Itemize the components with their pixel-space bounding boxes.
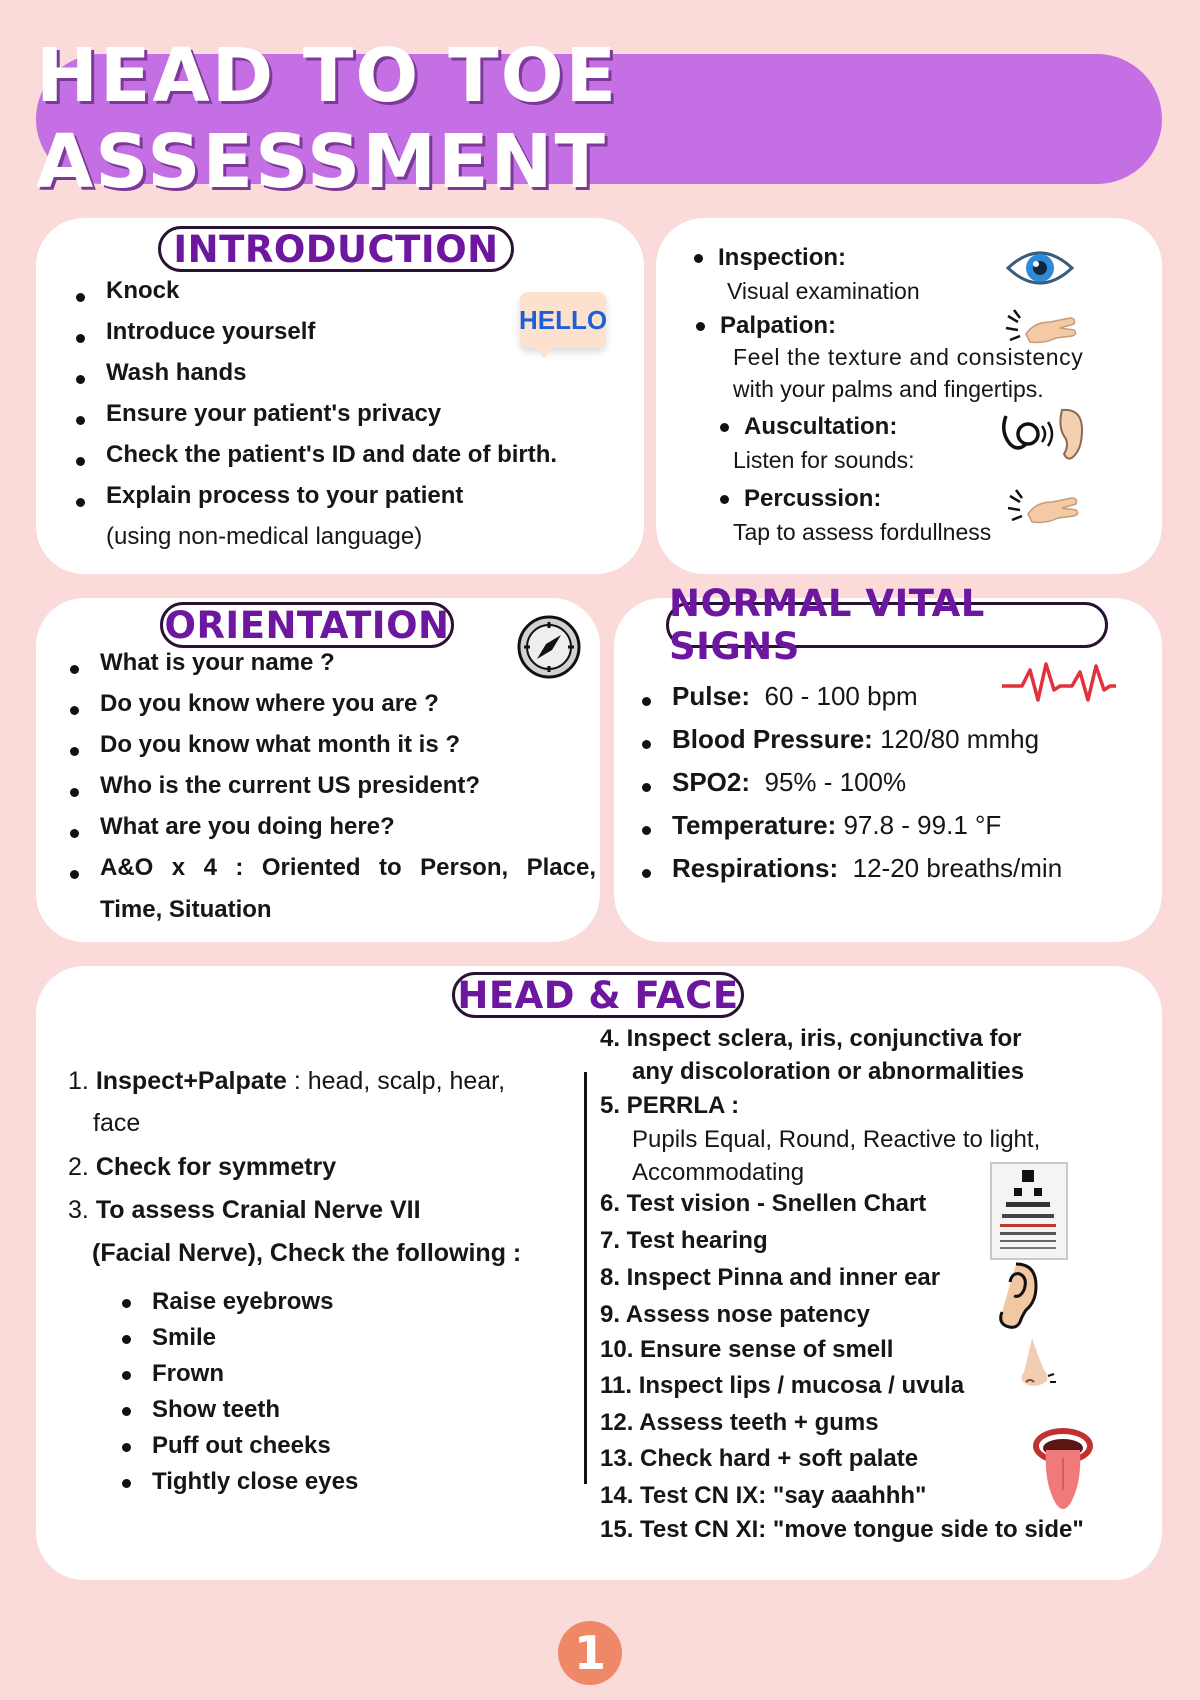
hf-item-2	[68, 1153, 336, 1182]
hf-item-14: 14. Test CN IX: "say aaahhh"	[600, 1482, 927, 1509]
palpation-label	[720, 312, 836, 340]
list-item: Ensure your patient's privacy	[72, 399, 632, 440]
nose-icon	[1014, 1336, 1056, 1392]
vital-value: 60 - 100 bpm	[764, 681, 918, 711]
vital-value: 12-20 breaths/min	[852, 853, 1063, 883]
hf-item-15: 15. Test CN XI: "move tongue side to side"	[600, 1516, 1084, 1543]
vital-value: 97.8 - 99.1 °F	[843, 810, 1002, 840]
hf-item-8: 8. Inspect Pinna and inner ear	[600, 1264, 941, 1291]
ao-line-2: Time, Situation	[100, 896, 272, 923]
hf-item-4b: any discoloration or abnormalities	[632, 1058, 1025, 1085]
item-bold: Inspect+Palpate	[95, 1067, 287, 1095]
hf-item-11: 11. Inspect lips / mucosa / uvula	[600, 1372, 965, 1399]
percussion-text: Percussion:	[744, 485, 882, 512]
inspection-desc: Visual examination	[727, 278, 920, 304]
ao-line-1: A&O x 4 : Oriented to Person, Place,	[100, 854, 596, 881]
inspection-label	[718, 244, 846, 272]
list-item: Do you know what month it is ?	[66, 730, 596, 771]
vitals-list	[638, 679, 1158, 894]
eye-icon	[1004, 244, 1076, 292]
list-item: Raise eyebrows	[118, 1285, 518, 1321]
hf-item-5a: Pupils Equal, Round, Reactive to light,	[632, 1126, 1041, 1153]
list-item	[638, 679, 1158, 722]
list-item: Puff out cheeks	[118, 1429, 518, 1465]
orientation-heading: ORIENTATION	[160, 602, 454, 648]
ear-icon	[994, 1262, 1038, 1330]
vital-label: Blood Pressure:	[672, 724, 873, 754]
orientation-list	[66, 648, 596, 894]
hf-item-3-cont: (Facial Nerve), Check the following :	[92, 1239, 522, 1267]
introduction-note: (using non-medical language)	[106, 523, 423, 550]
hf-item-9: 9. Assess nose patency	[600, 1301, 870, 1328]
list-item: Check the patient's ID and date of birth.	[72, 440, 632, 481]
bullet	[694, 254, 703, 263]
list-item: Wash hands	[72, 358, 632, 399]
item-rest: : head, scalp, hear,	[286, 1067, 506, 1095]
list-item: Frown	[118, 1357, 518, 1393]
list-item	[638, 851, 1158, 894]
item-text: Check for symmetry	[95, 1153, 337, 1181]
hf-item-1-cont: face	[93, 1109, 141, 1137]
hf-item-4a: 4. Inspect sclera, iris, conjunctiva for	[600, 1025, 1022, 1052]
palpation-text: Palpation:	[720, 312, 837, 339]
vitals-heading: NORMAL VITAL SIGNS	[666, 602, 1108, 648]
palpation-desc-2: with your palms and fingertips.	[733, 376, 1044, 402]
vital-label: Pulse:	[672, 681, 751, 711]
list-item: Knock	[72, 276, 632, 317]
page-title: HEAD TO TOE ASSESSMENT	[36, 33, 619, 205]
snellen-chart-icon	[990, 1162, 1068, 1260]
tap-hand-icon	[1006, 488, 1082, 530]
hello-label: HELLO	[520, 292, 606, 348]
title-banner	[36, 33, 1162, 205]
hf-item-12: 12. Assess teeth + gums	[600, 1409, 879, 1436]
vital-label: Respirations:	[672, 853, 839, 883]
vital-value: 95% - 100%	[764, 767, 907, 797]
page-number-badge: 1	[558, 1621, 622, 1685]
item-number: 3.	[68, 1196, 89, 1224]
hf-item-1	[68, 1067, 505, 1096]
vital-label: SPO2:	[672, 767, 751, 797]
hf-item-6: 6. Test vision - Snellen Chart	[600, 1190, 927, 1217]
hf-item-7: 7. Test hearing	[600, 1227, 768, 1254]
bullet	[720, 495, 729, 504]
list-item: Do you know where you are ?	[66, 689, 596, 730]
list-item	[638, 722, 1158, 765]
auscultation-desc: Listen for sounds:	[733, 447, 915, 473]
list-item: Explain process to your patient	[72, 481, 632, 522]
item-text: To assess Cranial Nerve VII	[95, 1196, 421, 1224]
item-number: 2.	[68, 1153, 89, 1181]
palpation-desc-1: Feel the texture and consistency	[733, 344, 1084, 370]
list-item: Who is the current US president?	[66, 771, 596, 812]
hf-item-5b: Accommodating	[632, 1159, 805, 1186]
list-item: Show teeth	[118, 1393, 518, 1429]
list-item	[638, 765, 1158, 808]
cn7-sub-list	[118, 1285, 518, 1501]
mouth-tongue-icon	[1030, 1424, 1096, 1514]
item-number: 1.	[68, 1067, 89, 1095]
hand-icon	[1004, 308, 1080, 350]
introduction-heading: INTRODUCTION	[158, 226, 514, 272]
hf-item-13: 13. Check hard + soft palate	[600, 1445, 919, 1472]
list-item: Introduce yourself	[72, 317, 632, 358]
hf-item-5: 5. PERRLA :	[600, 1092, 740, 1119]
vital-value: 120/80 mmhg	[880, 724, 1040, 754]
list-item: Smile	[118, 1321, 518, 1357]
head-face-heading: HEAD & FACE	[452, 972, 744, 1018]
hf-item-10: 10. Ensure sense of smell	[600, 1336, 894, 1363]
auscultation-text: Auscultation:	[744, 413, 898, 440]
bullet	[696, 322, 705, 331]
vital-label: Temperature:	[672, 810, 837, 840]
list-item	[638, 808, 1158, 851]
list-item: Tightly close eyes	[118, 1465, 518, 1501]
percussion-desc: Tap to assess fordullness	[733, 519, 992, 545]
bullet	[720, 423, 729, 432]
column-divider	[584, 1072, 587, 1484]
percussion-label	[744, 485, 881, 513]
hf-item-3	[68, 1196, 421, 1225]
auscultation-label	[744, 413, 897, 441]
stethoscope-ear-icon	[998, 404, 1088, 464]
list-item: What are you doing here?	[66, 812, 596, 853]
introduction-list	[72, 276, 632, 522]
list-item: What is your name ?	[66, 648, 596, 689]
inspection-text: Inspection:	[718, 244, 847, 271]
list-item	[66, 853, 596, 894]
